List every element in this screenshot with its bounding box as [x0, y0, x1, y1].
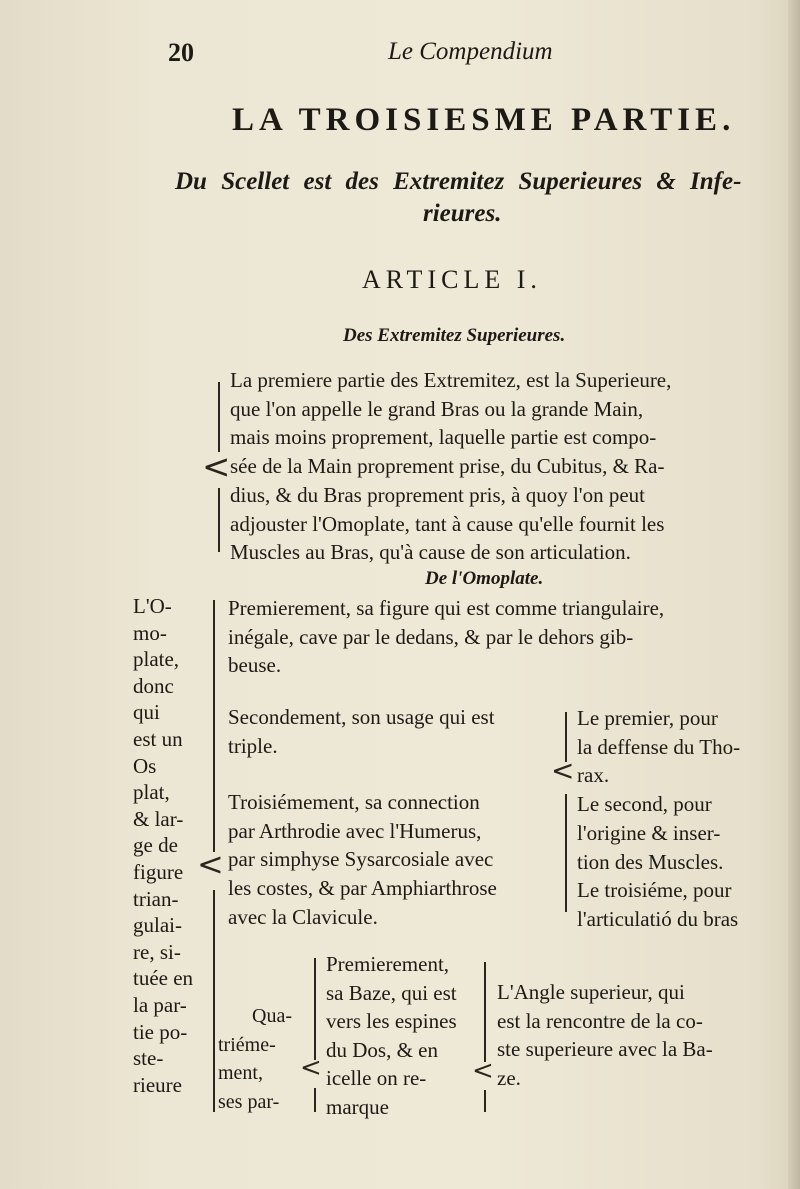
article-heading: ARTICLE I. [362, 265, 542, 294]
usage-brace-point: < [551, 754, 575, 787]
usage-line: rax. [577, 763, 610, 788]
third-line: par Arthrodie avec l'Humerus, [228, 818, 482, 843]
intro-line: La premiere partie des Extremitez, est la Superieure, [230, 368, 672, 392]
intro-line: dius, & du Bras proprement pris, à quoy l'on peut [230, 482, 645, 507]
fourth-sub-line: vers les espines [326, 1009, 457, 1033]
angle-line: L'Angle superieur, qui [497, 980, 685, 1004]
sidenote-line: est un [133, 726, 183, 751]
intro-brace-upper [218, 382, 220, 452]
first-line: Premierement, sa figure qui est comme triangulaire, [228, 596, 665, 620]
third-line: les costes, & par Amphiarthrose [228, 876, 497, 901]
sidenote-line: trian- [133, 886, 179, 911]
first-line: beuse. [228, 653, 282, 678]
sidenote-line: & lar- [133, 806, 184, 831]
fourth-brace-upper [314, 958, 316, 1060]
fourth-line: Qua- [252, 1005, 292, 1027]
intro-line: mais moins proprement, laquelle partie est compo- [230, 425, 657, 450]
usage-line: l'origine & inser- [577, 820, 721, 845]
sidenote-line: plate, [133, 647, 180, 672]
second-property [228, 703, 495, 760]
usage-line: Le second, pour [577, 792, 712, 817]
third-line: Troisiémement, sa connection [228, 790, 480, 814]
usage-list [577, 704, 740, 934]
sidenote-line: mo- [133, 620, 167, 645]
first-line: inégale, cave par le dedans, & par le dehors gib- [228, 624, 634, 649]
intro-paragraph [230, 366, 671, 567]
fourth-sub-line: du Dos, & en [326, 1037, 438, 1062]
fourth-sub-list [326, 950, 457, 1121]
intro-brace-lower [218, 488, 220, 552]
sidenote-line: plat, [133, 780, 170, 805]
sidenote-line: qui [133, 700, 160, 725]
article-title: Des Extremitez Superieures. [343, 325, 566, 346]
fourth-sub-line: marque [326, 1094, 389, 1119]
first-property [228, 594, 664, 680]
angle-line: ste superieure avec la Ba- [497, 1037, 713, 1061]
subtitle-line-1: Du Scellet est des Extremitez Superieures & Infe- [175, 168, 742, 195]
fourth-line: triéme- [218, 1033, 276, 1056]
omoplate-heading: De l'Omoplate. [425, 568, 544, 589]
third-line: avec la Clavicule. [228, 904, 378, 929]
angle-list [497, 978, 713, 1092]
third-line: par simphyse Sysarcosiale avec [228, 847, 494, 872]
angle-line: ze. [497, 1065, 521, 1090]
omoplate-brace-lower [213, 890, 215, 1112]
fourth-property [218, 1002, 292, 1116]
sidenote-line: ge de [133, 833, 178, 858]
sidenote-line: tie po- [133, 1019, 188, 1044]
fourth-line: ment, [218, 1062, 263, 1084]
usage-line: tion des Muscles. [577, 849, 724, 874]
sidenote-line: figure [133, 859, 184, 884]
fourth-sub-line: sa Baze, qui est [326, 980, 457, 1005]
sidenote-line: rieure [133, 1072, 182, 1097]
second-line: Secondement, son usage qui est [228, 705, 495, 729]
omoplate-sidenote [133, 593, 193, 1098]
fourth-brace-lower [314, 1088, 316, 1112]
sidenote-line: donc [133, 673, 174, 698]
sidenote-line: ste- [133, 1046, 164, 1071]
sidenote-line: Os [133, 753, 157, 778]
intro-line: Muscles au Bras, qu'à cause de son articulation. [230, 540, 631, 565]
sidenote-line: tuée en [133, 966, 194, 991]
fourth-brace-point: < [300, 1053, 322, 1083]
fourth-line: ses par- [218, 1090, 280, 1113]
omoplate-brace-point: < [197, 845, 224, 883]
intro-line: adjouster l'Omoplate, tant à cause qu'elle fournit les [230, 511, 665, 536]
usage-line: Le premier, pour [577, 706, 718, 730]
sidenote-line: la par- [133, 992, 187, 1017]
angle-brace-upper [484, 962, 486, 1062]
second-line: triple. [228, 733, 278, 758]
angle-brace-lower [484, 1090, 486, 1112]
part-title: LA TROISIESME PARTIE. [232, 102, 736, 138]
fourth-sub-line: icelle on re- [326, 1066, 427, 1090]
third-property [228, 788, 497, 932]
usage-line: Le troisiéme, pour [577, 878, 732, 903]
running-head: Le Compendium [388, 38, 553, 65]
usage-brace-lower [565, 794, 567, 912]
intro-brace-point: < [202, 447, 231, 487]
sidenote-line: L'O- [133, 594, 172, 618]
usage-line: l'articulatió du bras [577, 906, 739, 931]
omoplate-brace-upper [213, 600, 215, 852]
fourth-sub-line: Premierement, [326, 952, 450, 976]
page-edge [788, 0, 800, 1189]
sidenote-line: re, si- [133, 939, 181, 964]
angle-line: est la rencontre de la co- [497, 1008, 703, 1033]
usage-line: la deffense du Tho- [577, 734, 741, 759]
intro-line: sée de la Main proprement prise, du Cubitus, & Ra- [230, 454, 665, 479]
page-number: 20 [168, 38, 194, 67]
subtitle-line-2: rieures. [423, 200, 502, 227]
sidenote-line: gulai- [133, 913, 182, 938]
intro-line: que l'on appelle le grand Bras ou la grande Main, [230, 396, 644, 421]
angle-brace-point: < [472, 1056, 494, 1086]
